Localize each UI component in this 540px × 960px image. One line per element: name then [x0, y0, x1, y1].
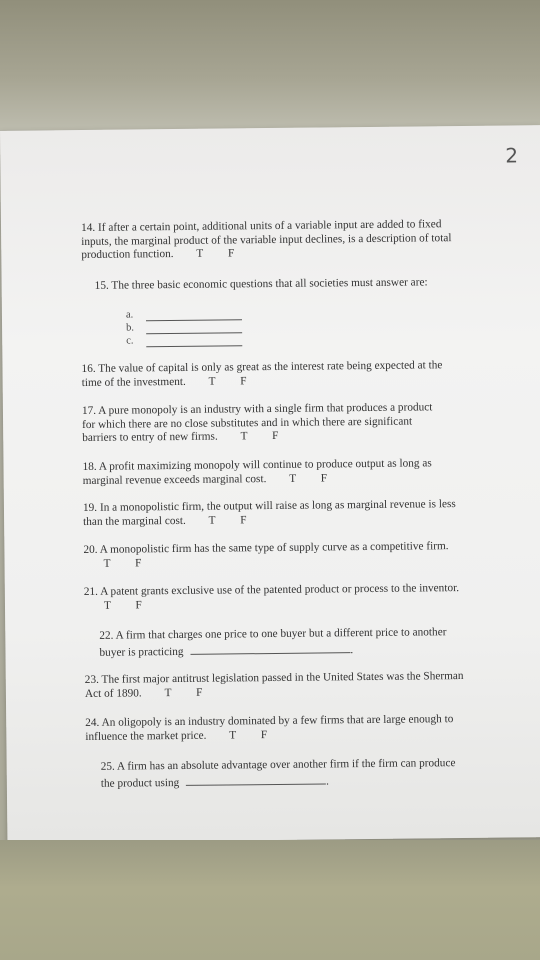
option-letter: b.: [126, 322, 135, 334]
question-25: [101, 757, 471, 791]
false-option[interactable]: F: [135, 598, 142, 611]
question-16-text: 16. The value of capital is only as great as the interest rate being expected at the time of the investment.: [81, 359, 443, 389]
question-15-text: 15. The three basic economic questions that all societies must answer are:: [94, 276, 428, 292]
answer-blank-c[interactable]: [146, 334, 242, 347]
false-option[interactable]: F: [240, 513, 247, 526]
background-desk: [0, 840, 540, 960]
question-22: [99, 626, 459, 660]
question-25-end: .: [326, 774, 330, 787]
question-14: [81, 218, 461, 262]
question-15-options: [126, 307, 242, 347]
true-option[interactable]: T: [208, 514, 216, 527]
answer-blank-b[interactable]: [146, 321, 242, 334]
question-15: [95, 276, 455, 293]
answer-blank-22[interactable]: [190, 641, 350, 655]
false-option[interactable]: F: [195, 686, 203, 699]
question-22-end: .: [350, 643, 354, 656]
question-21: [84, 582, 462, 613]
true-option[interactable]: T: [103, 599, 111, 612]
question-20: [83, 540, 467, 571]
true-option[interactable]: T: [103, 557, 111, 570]
true-option[interactable]: T: [164, 686, 172, 699]
option-letter: a.: [125, 309, 134, 321]
false-option[interactable]: F: [260, 728, 268, 741]
background-wall: [0, 0, 540, 130]
question-19-text: 19. In a monopolistic firm, the output will raise as long as marginal revenue is less than the marginal cost.: [82, 498, 456, 528]
question-20-text: 20. A monopolistic firm has the same type of supply curve as a competitive firm.: [83, 540, 449, 556]
question-19: [83, 498, 467, 529]
false-option[interactable]: F: [227, 247, 235, 260]
option-row-a: [126, 307, 242, 321]
true-option[interactable]: T: [240, 430, 248, 443]
page-number: 2: [505, 143, 519, 168]
question-23: [85, 670, 467, 701]
question-21-text: 21. A patent grants exclusive use of the patented product or process to the inventor.: [83, 582, 460, 598]
question-25-text: 25. A firm has an absolute advantage over another firm if the firm can produce the product using: [100, 757, 456, 790]
question-16: [81, 359, 463, 390]
option-letter: c.: [126, 335, 134, 347]
option-row-b: [126, 320, 242, 334]
question-22-text: 22. A firm that charges one price to one buyer but a different price to another buyer is practicing: [99, 626, 447, 659]
question-18: [82, 457, 462, 488]
question-23-text: 23. The first major antitrust legislation passed in the United States was the Sherman Act of 1890.: [84, 670, 464, 700]
question-24: [85, 713, 455, 744]
question-18-text: 18. A profit maximizing monopoly will continue to produce output as long as marginal revenue exceeds marginal cost.: [82, 457, 432, 487]
false-option[interactable]: F: [135, 556, 142, 569]
answer-blank-a[interactable]: [146, 308, 242, 321]
false-option[interactable]: F: [240, 374, 247, 387]
question-24-text: 24. An oligopoly is an industry dominated by a few firms that are large enough to influence the market price.: [85, 713, 454, 743]
answer-blank-25[interactable]: [186, 772, 326, 785]
true-option[interactable]: T: [229, 728, 237, 741]
true-option[interactable]: T: [196, 247, 204, 260]
true-option[interactable]: T: [289, 472, 296, 485]
true-option[interactable]: T: [208, 375, 216, 388]
question-17-text: 17. A pure monopoly is an industry with a single firm that produces a product for which there are no close substitutes and in which there are significant barriers to entry of new firms.: [81, 401, 433, 444]
worksheet-page: [0, 125, 540, 843]
false-option[interactable]: F: [272, 429, 279, 442]
false-option[interactable]: F: [320, 471, 328, 484]
question-14-text: 14. If after a certain point, additional units of a variable input are added to fixed inputs, the marginal product of the variable input declines, is a description of total production function.: [80, 218, 452, 261]
question-17: [82, 401, 442, 445]
option-row-c: [126, 333, 242, 347]
